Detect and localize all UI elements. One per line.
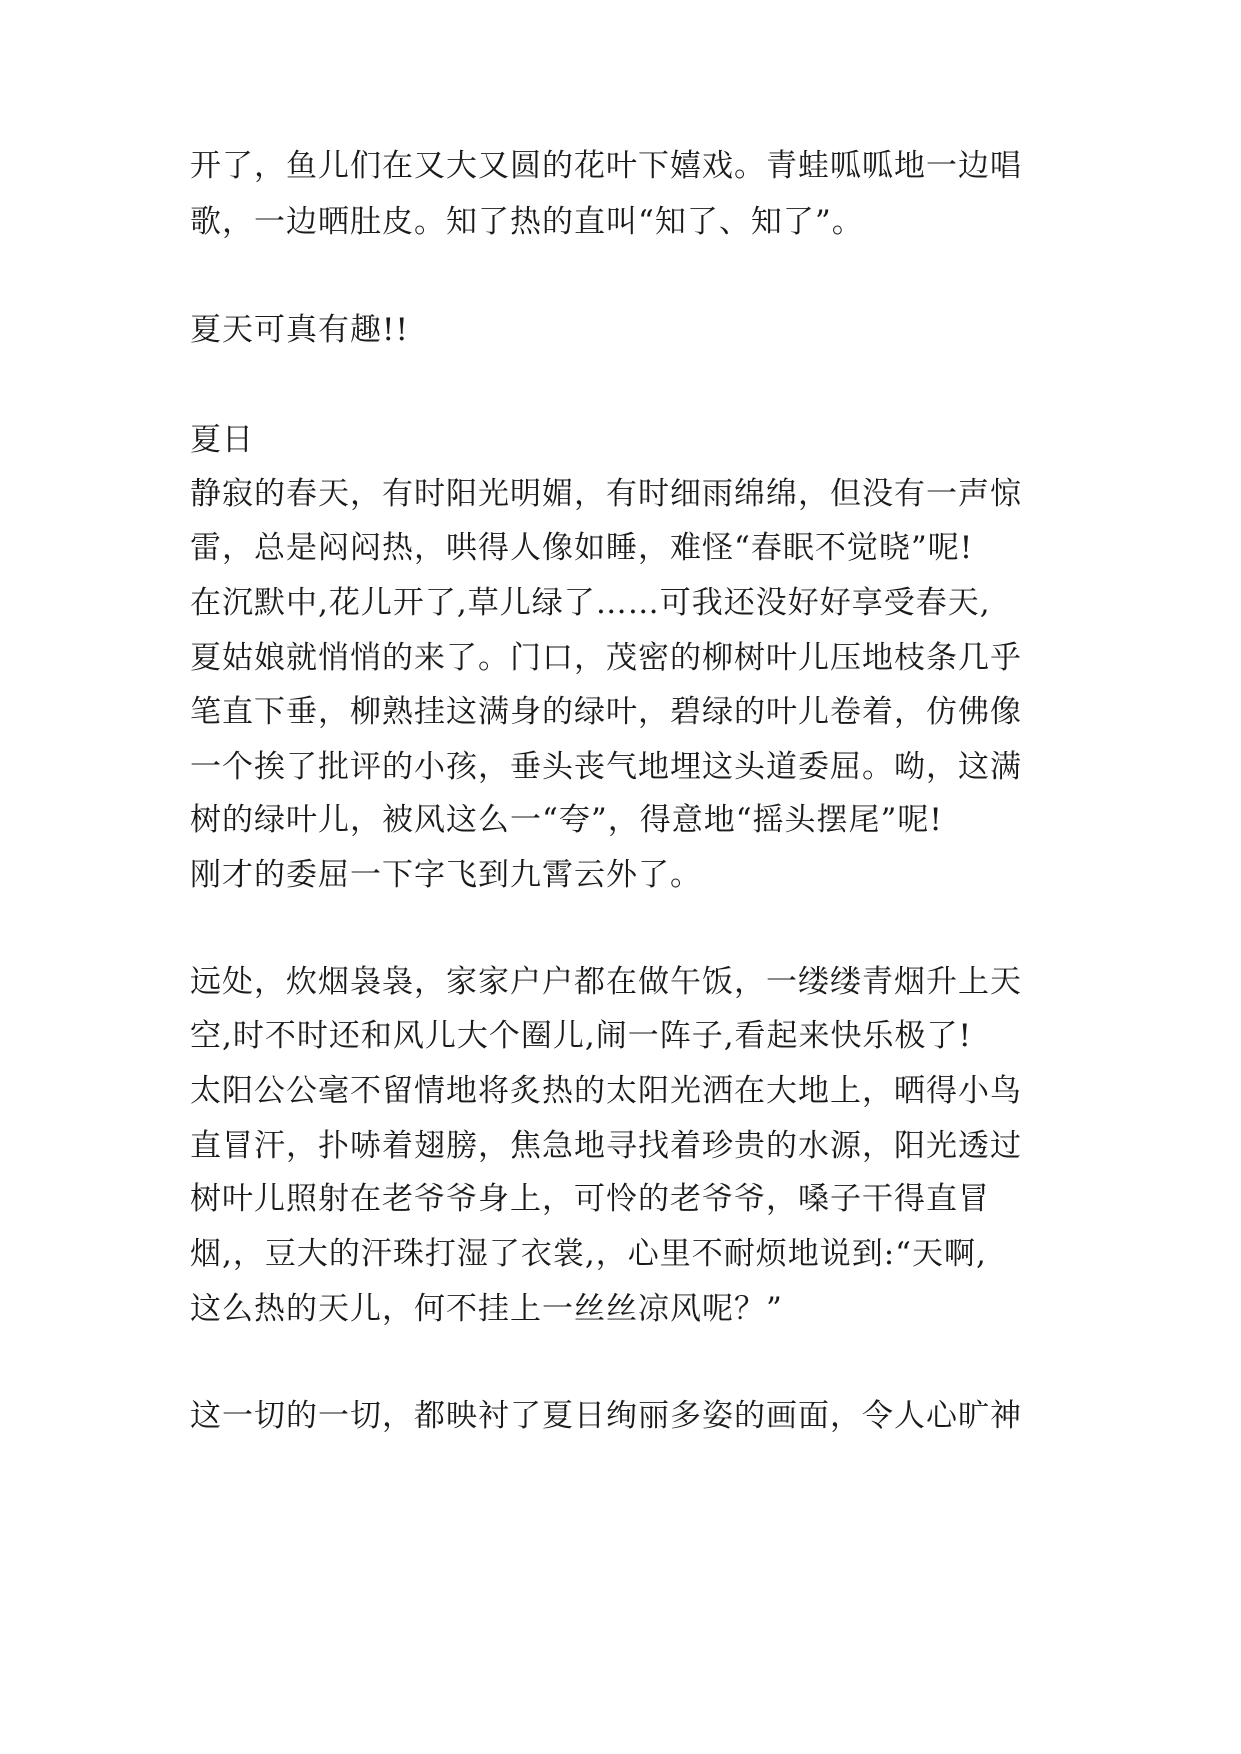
text-line: 烟,，豆大的汗珠打湿了衣裳,，心里不耐烦地说到:“天啊, <box>190 1236 987 1272</box>
text-line: 笔直下垂，柳熟挂这满身的绿叶，碧绿的叶儿卷着，仿佛像 <box>190 694 1022 730</box>
text-line: 这一切的一切，都映衬了夏日绚丽多姿的画面，令人心旷神 <box>190 1398 1022 1434</box>
text-line: 开了，鱼儿们在又大又圆的花叶下嬉戏。青蛙呱呱地一边唱 <box>190 148 1022 184</box>
text-line: 在沉默中,花儿开了,草儿绿了……可我还没好好享受春天, <box>190 585 991 621</box>
section-heading: 夏日 <box>190 422 254 458</box>
text-line: 直冒汗，扑哧着翅膀，焦急地寻找着珍贵的水源，阳光透过 <box>190 1128 1022 1164</box>
text-line: 夏姑娘就悄悄的来了。门口，茂密的柳树叶儿压地枝条几乎 <box>190 640 1022 676</box>
text-line: 树的绿叶儿，被风这么一“夸”，得意地“摇头摆尾”呢! <box>190 802 943 838</box>
text-line: 空,时不时还和风儿大个圈儿,闹一阵子,看起来快乐极了! <box>190 1018 973 1054</box>
text-line: 静寂的春天，有时阳光明媚，有时细雨绵绵，但没有一声惊 <box>190 476 1022 512</box>
text-line: 太阳公公毫不留情地将炙热的太阳光洒在大地上，晒得小鸟 <box>190 1073 1022 1109</box>
text-line: 夏天可真有趣!! <box>190 312 409 348</box>
text-line: 一个挨了批评的小孩，垂头丧气地埋这头道委屈。呦，这满 <box>190 749 1022 785</box>
text-line: 远处，炊烟袅袅，家家户户都在做午饭，一缕缕青烟升上天 <box>190 964 1022 1000</box>
text-line: 雷，总是闷闷热，哄得人像如睡，难怪“春眠不觉晓”呢! <box>190 530 974 566</box>
text-line: 刚才的委屈一下字飞到九霄云外了。 <box>190 857 702 893</box>
text-line: 树叶儿照射在老爷爷身上，可怜的老爷爷，嗓子干得直冒 <box>190 1181 990 1217</box>
text-line: 歌，一边晒肚皮。知了热的直叫“知了、知了”。 <box>190 204 864 240</box>
text-line: 这么热的天儿，何不挂上一丝丝凉风呢？” <box>190 1291 783 1327</box>
